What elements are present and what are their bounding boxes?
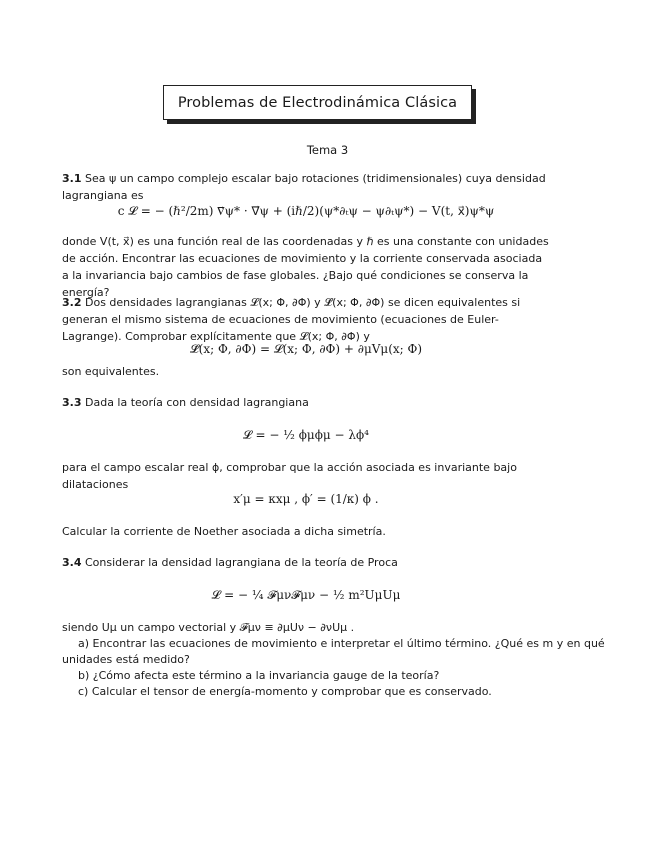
problem-3-4-intro: 3.4 Considerar la densidad lagrangiana de la teoría de Proca: [62, 556, 398, 569]
problem-3-3-text: para el campo escalar real ϕ, comprobar que la acción asociada es invariante bajo dilataciones: [62, 461, 517, 491]
problem-3-4-equation: 𝓛 = − ¼ 𝓕μν𝓕μν − ½ m²UμUμ: [211, 588, 401, 602]
problem-3-3-text-2: Calcular la corriente de Noether asociada a dicha simetría.: [62, 525, 386, 538]
problem-3-3-equation: 𝓛 = − ½ ϕμϕμ − λϕ⁴: [243, 428, 369, 442]
problem-number: 3.4: [62, 556, 82, 569]
problem-3-2-intro: 3.2 Dos densidades lagrangianas 𝓛(x; Φ, ∂Φ) y 𝓛̃(x; Φ, ∂Φ) se dicen equivalentes si generan el mismo sistema de ecuaciones de movimiento (ecuaciones de Euler-Lagrange). Comprobar explícitamente que 𝓛(x; Φ, ∂Φ) y: [62, 296, 521, 343]
problem-number: 3.1: [62, 172, 82, 185]
problem-number: 3.3: [62, 396, 82, 409]
document-title: Problemas de Electrodinámica Clásica: [177, 94, 458, 111]
problem-3-2-text: son equivalentes.: [62, 365, 160, 378]
problem-3-4-item-a-cont: unidades está medido?: [62, 653, 190, 666]
problem-3-3-equation-2: x′μ = κxμ , ϕ′ = (1/κ) ϕ .: [233, 492, 379, 506]
problem-3-1-text: donde V(t, x⃗) es una función real de las coordenadas y ℏ es una constante con unidades de acción. Encontrar las ecuaciones de movimiento y la corriente conservada asociada a la invariancia bajo cambios de fase globales. ¿Bajo qué condiciones se conserva la energía?: [62, 235, 549, 299]
problem-3-4-item-b: b) ¿Cómo afecta este término a la invariancia gauge de la teoría?: [78, 669, 440, 682]
problem-3-1-intro: 3.1 Sea ψ un campo complejo escalar bajo rotaciones (tridimensionales) cuya densidad lagrangiana es: [62, 172, 546, 202]
title-box: [163, 85, 472, 120]
document-subtitle: Tema 3: [306, 143, 349, 157]
problem-3-4-item-c: c) Calcular el tensor de energía-momento y comprobar que es conservado.: [78, 685, 492, 698]
problem-3-3-intro: 3.3 Dada la teoría con densidad lagrangiana: [62, 396, 309, 409]
problem-3-2-equation: 𝓛̃(x; Φ, ∂Φ) = 𝓛(x; Φ, ∂Φ) + ∂μVμ(x; Φ): [189, 342, 423, 356]
problem-number: 3.2: [62, 296, 82, 309]
problem-3-1-equation: c 𝓛 = − (ℏ²/2m) ∇⃗ψ* · ∇⃗ψ + (iℏ/2)(ψ*∂ₜψ − ψ∂ₜψ*) − V(t, x⃗)ψ*ψ: [117, 204, 495, 218]
problem-3-4-item-a: a) Encontrar las ecuaciones de movimiento e interpretar el último término. ¿Qué es m y en qué: [78, 637, 605, 650]
problem-3-4-text: siendo Uμ un campo vectorial y 𝓕μν ≡ ∂μUν − ∂νUμ .: [62, 621, 355, 634]
